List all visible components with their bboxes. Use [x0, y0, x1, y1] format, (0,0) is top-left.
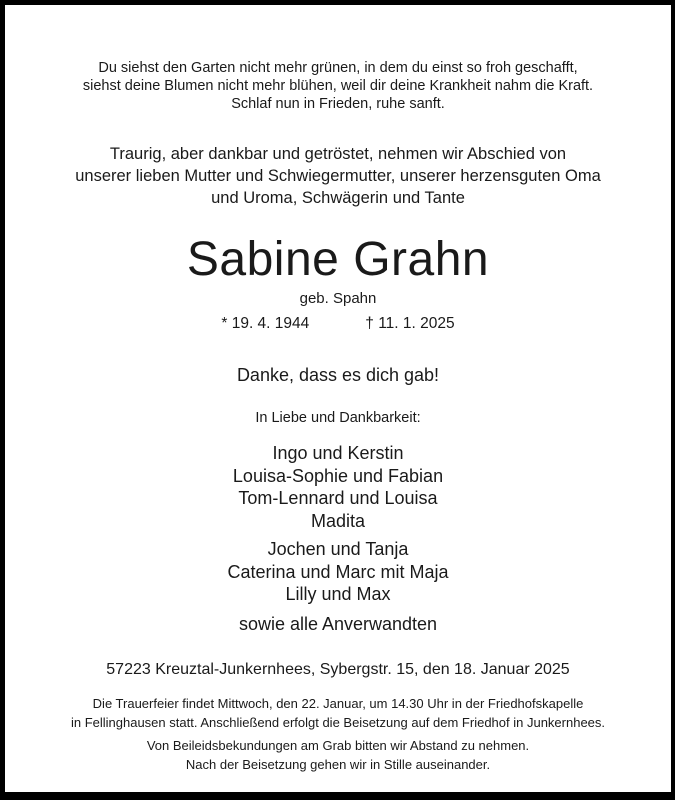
- mourner-name: Tom-Lennard und Louisa: [238, 488, 438, 508]
- relatives-line: sowie alle Anverwandten: [238, 613, 438, 634]
- deceased-name: Sabine Grahn: [186, 233, 490, 286]
- poem-line: Du siehst den Garten nicht mehr grünen, in dem du einst so froh geschafft,: [98, 60, 578, 76]
- intro-line: unserer lieben Mutter und Schwiegermutter, unserer herzensguten Oma: [75, 167, 601, 185]
- funeral-info-line: Die Trauerfeier findet Mittwoch, den 22. Januar, um 14.30 Uhr in der Friedhofskapelle: [92, 696, 584, 711]
- mourner-name: Lilly und Max: [285, 584, 391, 604]
- intro-line: Traurig, aber dankbar und getröstet, nehmen wir Abschied von: [109, 145, 567, 163]
- life-dates: [5, 315, 671, 333]
- condolence-note-line: Von Beileidsbekundungen am Grab bitten wir Abstand zu nehmen.: [146, 738, 530, 753]
- funeral-info-line: in Fellinghausen statt. Anschließend erfolgt die Beisetzung auf dem Friedhof in Junkernhees.: [70, 714, 606, 730]
- birth-date: * 19. 4. 1944: [221, 315, 310, 332]
- address-date-line: 57223 Kreuztal-Junkernhees, Sybergstr. 15, den 18. Januar 2025: [106, 661, 570, 678]
- farewell-intro: [5, 143, 671, 209]
- funeral-info: [5, 695, 671, 732]
- mourners-group-2: [5, 538, 671, 606]
- mourner-name: Madita: [310, 510, 366, 531]
- mourners-group-1: [5, 442, 671, 532]
- maiden-name: geb. Spahn: [299, 290, 377, 307]
- mourner-name: Louisa-Sophie und Fabian: [232, 465, 444, 486]
- death-date: † 11. 1. 2025: [365, 315, 455, 332]
- poem-line: Schlaf nun in Frieden, ruhe sanft.: [231, 96, 445, 112]
- mourner-name: Ingo und Kerstin: [272, 443, 404, 463]
- memorial-poem: [5, 59, 671, 113]
- condolence-note-line: Nach der Beisetzung gehen wir in Stille auseinander.: [185, 756, 491, 772]
- mourner-name: Caterina und Marc mit Maja: [227, 561, 449, 582]
- poem-line: siehst deine Blumen nicht mehr blühen, weil dir deine Krankheit nahm die Kraft.: [82, 78, 594, 94]
- intro-line: und Uroma, Schwägerin und Tante: [211, 189, 465, 207]
- dedication-line: In Liebe und Dankbarkeit:: [255, 410, 421, 426]
- thanks-line: Danke, dass es dich gab!: [236, 365, 440, 385]
- condolence-note: [5, 737, 671, 774]
- mourner-name: Jochen und Tanja: [267, 539, 409, 559]
